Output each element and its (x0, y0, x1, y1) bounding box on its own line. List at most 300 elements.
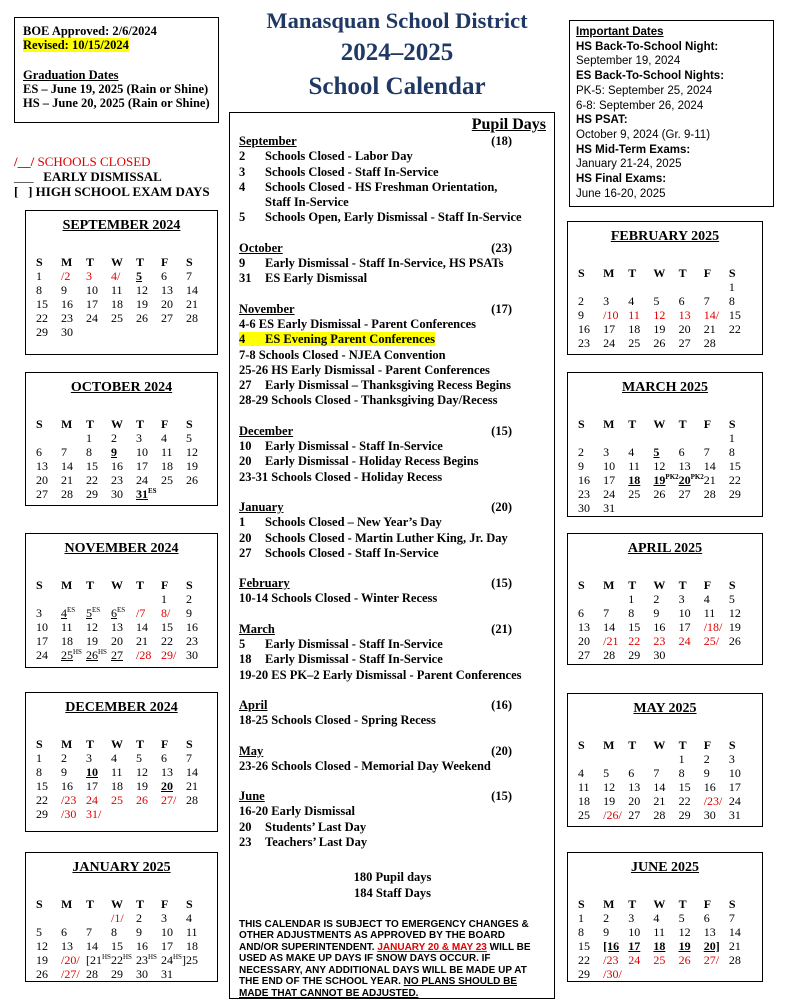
month-name: December (239, 423, 294, 438)
weekday-label: F (703, 417, 712, 431)
calendar-day (161, 620, 186, 634)
calendar-day (186, 620, 211, 634)
day-number: 2 (703, 752, 710, 766)
weekday-label: M (603, 417, 615, 431)
weekday-label: T (86, 737, 95, 751)
event (239, 820, 366, 834)
calendar-grid (578, 897, 754, 981)
day-number: 12 (36, 939, 48, 953)
calendar-day (136, 765, 161, 779)
calendar-day (628, 780, 653, 794)
calendar-day (729, 794, 754, 808)
day-number: 14 (653, 780, 666, 794)
total-staff-days: 184 Staff Days (353, 885, 432, 900)
weekday-label: T (136, 737, 145, 751)
calendar-day (704, 336, 729, 350)
day-number: 14 (186, 283, 198, 297)
important-dates-box (569, 20, 774, 207)
day-number: /23 (61, 793, 77, 807)
weekday-label: W (653, 738, 666, 752)
week-row (578, 794, 754, 808)
day-number: 9 (111, 445, 117, 459)
week-row (36, 634, 211, 648)
calendar-day (136, 648, 161, 662)
calendar-day (729, 336, 754, 350)
calendar-day (628, 294, 653, 308)
day-number: 29 (678, 808, 691, 822)
day-annotation: ES (117, 606, 126, 614)
day-number: 18 (186, 939, 198, 953)
day-number: 7 (86, 925, 92, 939)
day-number: 18 (653, 939, 666, 953)
weekday-label: W (653, 578, 666, 592)
legend-exam: HIGH SCHOOL EXAM DAYS (35, 184, 210, 199)
day-number: 26 (728, 634, 741, 648)
month-heading (239, 134, 546, 149)
day-number: 9 (61, 765, 67, 779)
calendar-day (136, 620, 161, 634)
day-number: 8 (36, 765, 42, 779)
calendar-day (603, 501, 628, 515)
day-number: 26 (36, 967, 48, 981)
notice-text-c: NO PLANS SHOULD BE MADE THAT CANNOT BE ADJUSTED. (239, 976, 517, 999)
calendar-day (61, 939, 86, 953)
day-number: 16 (186, 620, 198, 634)
calendar-day (704, 911, 729, 925)
calendar-day (704, 634, 729, 648)
month-pupil-days: (18) (491, 134, 512, 148)
day-number: 3 (628, 911, 635, 925)
calendar-day (578, 322, 603, 336)
week-row (578, 336, 754, 350)
calendar-day (186, 939, 211, 953)
day-number: 19 (728, 620, 741, 634)
calendar-day (603, 752, 628, 766)
weekday-label: S (578, 417, 585, 431)
calendar-day (729, 501, 754, 515)
calendar-day (111, 459, 136, 473)
day-number: 5 (136, 751, 142, 765)
calendar-day (36, 925, 61, 939)
calendar-title: JANUARY 2025 (72, 860, 171, 875)
calendar-day (679, 431, 704, 445)
week-row (36, 606, 211, 620)
day-number: 25 (111, 793, 123, 807)
district-name: Manasquan School District (266, 8, 528, 33)
day-annotation: HS (173, 953, 182, 961)
calendar-day (86, 939, 111, 953)
event-date: 20 (239, 819, 252, 834)
day-number: 17 (86, 297, 98, 311)
calendar-day (653, 925, 678, 939)
calendar-day (111, 283, 136, 297)
calendar-day (603, 459, 628, 473)
calendar-day (161, 765, 186, 779)
weekday-label: W (111, 897, 123, 911)
day-number: 19 (186, 459, 198, 473)
day-number: 15 (678, 780, 691, 794)
calendar-day (36, 445, 61, 459)
calendar-day (578, 766, 603, 780)
calendar-day (679, 939, 704, 953)
calendar-day (36, 953, 61, 967)
day-number: 22 (161, 634, 173, 648)
calendar-day (653, 780, 678, 794)
month-pupil-days: (23) (491, 240, 512, 255)
week-row (578, 780, 754, 794)
week-row (36, 765, 211, 779)
day-number: 3 (86, 269, 92, 283)
calendar-day (136, 925, 161, 939)
calendar-day (679, 487, 704, 501)
day-number: 9 (578, 308, 584, 322)
event-text: Schools Closed - NJEA Convention (258, 347, 446, 362)
calendar-day (628, 336, 653, 350)
calendar-day (111, 431, 136, 445)
day-number: 12 (186, 445, 198, 459)
day-number: 16 (136, 939, 148, 953)
day-number: 4 (61, 606, 67, 620)
calendar-day (111, 445, 136, 459)
day-number: 3 (728, 752, 735, 766)
calendar-day (186, 765, 211, 779)
calendar-day (729, 939, 754, 953)
calendar-day (36, 592, 61, 606)
weekday-label: T (628, 738, 637, 752)
day-number: 8 (36, 283, 42, 297)
calendar-day (628, 911, 653, 925)
calendar-day (86, 592, 111, 606)
week-row (578, 459, 754, 473)
event-text: Schools Closed - Staff In-Service (265, 164, 439, 179)
day-number: 27/ (161, 793, 177, 807)
weekday-label: T (678, 417, 687, 431)
event (239, 470, 442, 484)
calendar-day (578, 294, 603, 308)
calendar-day (729, 487, 754, 501)
calendar-day (186, 807, 211, 821)
day-number: 1 (161, 592, 167, 606)
day-number: /18/ (703, 620, 723, 634)
weekday-label: M (61, 255, 73, 269)
calendar-day (186, 751, 211, 765)
day-number: 10 (678, 606, 691, 620)
day-number: 14 (186, 765, 198, 779)
important-date-value: 6-8: September 26, 2024 (576, 99, 704, 112)
month-pupil-days: (17) (491, 301, 512, 316)
calendar-day (161, 269, 186, 283)
calendar-grid (36, 578, 211, 662)
calendar-apr (567, 533, 763, 665)
weekday-label: T (628, 897, 637, 911)
day-number: 8 (678, 766, 685, 780)
calendar-day (704, 648, 729, 662)
day-number: 21 (703, 473, 716, 487)
important-date-heading: HS Back-To-School Night: (576, 40, 719, 53)
day-annotation: HS (98, 648, 107, 656)
calendar-day (628, 308, 653, 322)
total-pupil-days: 180 Pupil days (353, 870, 432, 885)
event (239, 393, 498, 407)
day-number: 11 (186, 925, 198, 939)
event (239, 149, 413, 163)
calendar-day (628, 501, 653, 515)
event-date: 16-20 (239, 804, 269, 819)
event-date: 31 (239, 271, 252, 286)
calendar-day (704, 501, 729, 515)
day-number: 17 (678, 620, 691, 634)
calendar-day (186, 911, 211, 925)
calendar-day (36, 269, 61, 283)
day-number: 15 (578, 939, 590, 953)
week-row (36, 648, 211, 662)
day-number: 7 (186, 751, 192, 765)
event-text: Schools Closed – New Year’s Day (265, 515, 442, 530)
day-number: 12 (136, 765, 148, 779)
month-pupil-days: (15) (491, 576, 512, 591)
day-number: 20 (161, 779, 173, 793)
day-number: 19 (36, 953, 48, 967)
week-row (36, 911, 211, 925)
calendar-day (61, 325, 86, 339)
calendar-day (61, 459, 86, 473)
day-number: 11 (111, 765, 123, 779)
day-number: 21 (653, 794, 666, 808)
day-number: 6 (161, 751, 167, 765)
calendar-day (61, 487, 86, 501)
day-number: 19 (136, 779, 148, 793)
calendar-day (36, 967, 61, 981)
event-text: Staff In-Service (265, 195, 349, 210)
calendar-title: JUNE 2025 (630, 860, 700, 875)
day-number: 20] (703, 939, 720, 953)
week-row (36, 620, 211, 634)
day-number: 3 (136, 431, 142, 445)
calendar-day (61, 269, 86, 283)
calendar-day (161, 939, 186, 953)
calendar-grid (36, 897, 211, 981)
calendar-day (704, 459, 729, 473)
weekday-label: T (628, 266, 637, 280)
calendar-day (61, 634, 86, 648)
calendar-day (704, 766, 729, 780)
important-date-heading: HS Final Exams: (576, 173, 667, 186)
week-row (578, 752, 754, 766)
calendar-day (578, 808, 603, 822)
calendar-day (679, 780, 704, 794)
day-number: 6 (628, 766, 635, 780)
day-number: 7 (186, 269, 192, 283)
day-number: 7 (703, 445, 710, 459)
calendar-day (111, 953, 136, 967)
calendar-day (136, 487, 161, 501)
day-number: 8 (628, 606, 635, 620)
graduation-title: Graduation Dates (23, 68, 119, 82)
calendar-day (111, 648, 136, 662)
calendar-day (86, 487, 111, 501)
week-row (36, 283, 211, 297)
calendar-day (578, 592, 603, 606)
calendar-day (578, 925, 603, 939)
event (239, 195, 349, 209)
calendar-day (603, 953, 628, 967)
calendar-day (603, 766, 628, 780)
day-number: 2 (186, 592, 192, 606)
calendar-day (161, 779, 186, 793)
calendar-title: OCTOBER 2024 (70, 380, 173, 395)
calendar-day (36, 793, 61, 807)
week-row (36, 297, 211, 311)
week-row (578, 308, 754, 322)
day-number: 23 (578, 336, 590, 350)
day-annotation: PK2 (690, 473, 704, 481)
event-date: 27 (239, 545, 252, 560)
weekday-label: S (728, 738, 736, 752)
week-row (578, 911, 754, 925)
week-row (36, 592, 211, 606)
event-text: ES Early Dismissal - Parent Conferences (258, 316, 477, 331)
week-row (578, 939, 754, 953)
calendar-day (679, 794, 704, 808)
week-row (578, 592, 754, 606)
day-number: 11 (111, 283, 123, 297)
day-number: 25 (578, 808, 590, 822)
month-heading (239, 302, 546, 317)
day-number: 26 (653, 487, 666, 501)
week-row (36, 925, 211, 939)
event (239, 165, 439, 179)
day-number: 11 (61, 620, 73, 634)
weekday-label: S (36, 737, 43, 751)
calendar-day (628, 322, 653, 336)
day-number: 25 (111, 311, 123, 325)
calendar-day (628, 967, 653, 981)
calendar-day (161, 967, 186, 981)
calendar-day (729, 766, 754, 780)
calendar-day (136, 606, 161, 620)
day-number: 1 (36, 751, 42, 765)
legend-closed-mark: /__/ (14, 154, 35, 169)
calendar-day (679, 445, 704, 459)
event (239, 713, 436, 727)
day-number: 17 (728, 780, 741, 794)
weekday-label: F (703, 738, 712, 752)
calendar-day (86, 911, 111, 925)
weekday-label: S (186, 578, 193, 592)
pupil-days-title: Pupil Days (471, 116, 546, 133)
day-number: 30 (703, 808, 716, 822)
day-number: 8 (578, 925, 584, 939)
calendar-day (679, 473, 704, 487)
calendar-day (186, 648, 211, 662)
calendar-day (704, 308, 729, 322)
calendar-day (578, 634, 603, 648)
week-row (578, 967, 754, 981)
calendar-nov (25, 533, 218, 668)
day-number: 25 (628, 336, 641, 350)
day-number: 25/ (703, 634, 720, 648)
calendar-day (704, 606, 729, 620)
calendar-day (679, 606, 704, 620)
day-number: 22 (111, 953, 123, 967)
calendar-day (86, 807, 111, 821)
calendar-title: MAY 2025 (633, 701, 697, 716)
pupil-days-panel (229, 112, 555, 999)
calendar-grid (36, 255, 211, 339)
weekday-label: W (653, 417, 666, 431)
day-number: 4/ (111, 269, 121, 283)
event-text: ES Evening Parent Conferences (265, 332, 436, 347)
day-number: 30 (61, 325, 73, 339)
calendar-day (628, 953, 653, 967)
day-number: 10 (161, 925, 173, 939)
legend (14, 154, 210, 199)
calendar-day (679, 648, 704, 662)
calendar-day (628, 925, 653, 939)
month-pupil-days: (21) (491, 621, 512, 636)
day-number: 2 (603, 911, 610, 925)
day-number: 20 (678, 473, 691, 487)
calendar-day (704, 473, 729, 487)
calendar-day (628, 766, 653, 780)
week-row (578, 322, 754, 336)
calendar-day (628, 487, 653, 501)
day-number: 26 (653, 336, 666, 350)
weekday-row (36, 897, 211, 911)
calendar-day (603, 280, 628, 294)
calendar-day (704, 280, 729, 294)
calendar-day (111, 473, 136, 487)
calendar-day (111, 967, 136, 981)
calendar-day (161, 911, 186, 925)
month-pupil-days: (16) (491, 697, 512, 712)
event-line (239, 515, 546, 530)
day-number: 4 (653, 911, 660, 925)
day-number: 2 (653, 592, 660, 606)
calendar-day (578, 501, 603, 515)
event (239, 256, 504, 270)
day-number: 9 (61, 283, 67, 297)
day-number: 1 (678, 752, 685, 766)
day-number: 26 (86, 648, 98, 662)
day-number: 22 (728, 322, 741, 336)
weekday-row (578, 417, 754, 431)
day-number: 7 (61, 445, 67, 459)
day-number: 28 (728, 953, 741, 967)
calendar-day (61, 925, 86, 939)
pupil-days-list (239, 134, 546, 850)
day-number: 22 (36, 793, 48, 807)
day-number: 10 (36, 620, 48, 634)
event-date: 3 (239, 164, 246, 179)
day-number: 17 (603, 322, 616, 336)
week-row (36, 953, 211, 967)
day-number: 2 (578, 294, 584, 308)
week-row (36, 325, 211, 339)
day-number: 14 (86, 939, 98, 953)
day-number: 5 (136, 269, 142, 283)
calendar-day (136, 325, 161, 339)
calendar-feb (567, 221, 763, 355)
calendar-day (111, 606, 136, 620)
calendar-day (111, 751, 136, 765)
calendar-day (603, 294, 628, 308)
day-number: 4 (628, 445, 635, 459)
day-number: 21 (703, 322, 716, 336)
important-date-heading: HS PSAT: (576, 114, 628, 127)
calendar-day (578, 752, 603, 766)
calendar-day (578, 620, 603, 634)
